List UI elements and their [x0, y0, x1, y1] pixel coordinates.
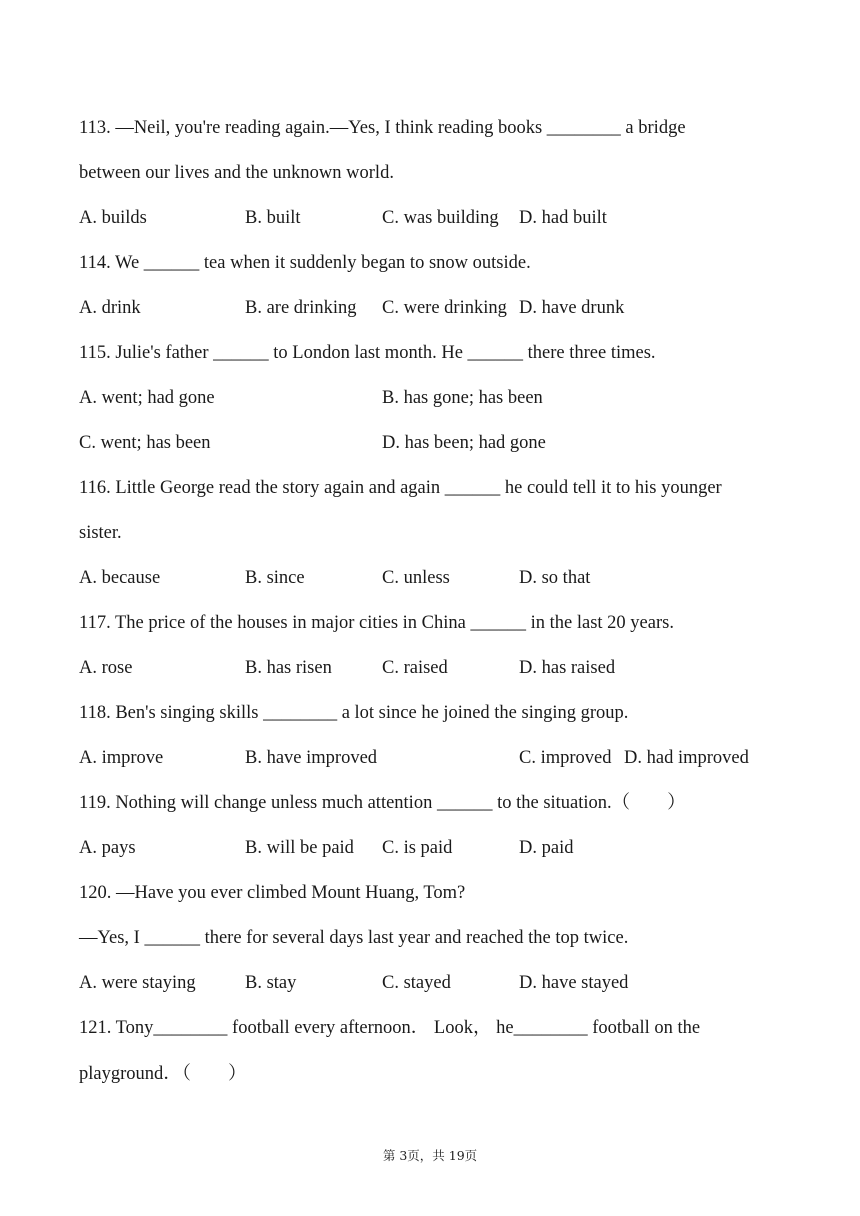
option-a: A. because — [79, 568, 161, 588]
option-c: C. unless — [382, 568, 450, 588]
question-119-stem: 119. Nothing will change unless much attention ______ to the situation.（ ） — [79, 793, 686, 813]
option-c: C. raised — [382, 658, 448, 678]
option-a: A. pays — [79, 838, 136, 858]
question-114-stem: 114. We ______ tea when it suddenly began to snow outside. — [79, 253, 531, 273]
option-b: B. has risen — [245, 658, 332, 678]
option-c: C. stayed — [382, 973, 451, 993]
option-d: D. had built — [519, 208, 607, 228]
question-121-stem-line-1: 121. Tony________ football every afternoon． Look， he________ football on the — [79, 1018, 701, 1038]
question-116-stem-line-2: sister. — [79, 523, 122, 543]
question-113-stem-line-1: 113. —Neil, you're reading again.—Yes, I think reading books ________ a bridge — [79, 118, 686, 138]
option-d: D. have drunk — [519, 298, 625, 318]
option-d: D. has raised — [519, 658, 616, 678]
option-b: B. have improved — [245, 748, 378, 768]
option-d: D. paid — [519, 838, 574, 858]
option-a: A. were staying — [79, 973, 196, 993]
option-c: C. was building — [382, 208, 499, 228]
option-b: B. are drinking — [245, 298, 357, 318]
option-a: A. improve — [79, 748, 164, 768]
option-c: C. is paid — [382, 838, 453, 858]
option-a: A. rose — [79, 658, 133, 678]
option-b: B. since — [245, 568, 305, 588]
option-c: C. improved — [519, 748, 612, 768]
question-115-stem: 115. Julie's father ______ to London last month. He ______ there three times. — [79, 343, 656, 363]
option-b: B. will be paid — [245, 838, 354, 858]
option-c: C. were drinking — [382, 298, 507, 318]
option-a: A. went; had gone — [79, 388, 215, 408]
option-c: C. went; has been — [79, 433, 211, 453]
question-117-stem: 117. The price of the houses in major cities in China ______ in the last 20 years. — [79, 613, 674, 633]
option-b: B. built — [245, 208, 301, 228]
option-b: B. stay — [245, 973, 297, 993]
option-a: A. builds — [79, 208, 147, 228]
option-a: A. drink — [79, 298, 141, 318]
page-number-footer: 第 3页，共 19页 — [382, 1148, 478, 1163]
option-d: D. have stayed — [519, 973, 629, 993]
option-d: D. so that — [519, 568, 591, 588]
question-118-stem: 118. Ben's singing skills ________ a lot since he joined the singing group. — [79, 703, 629, 723]
question-120-stem-line-2: —Yes, I ______ there for several days last year and reached the top twice. — [79, 928, 629, 948]
option-b: B. has gone; has been — [382, 388, 543, 408]
option-d: D. has been; had gone — [382, 433, 546, 453]
question-113-stem-line-2: between our lives and the unknown world. — [79, 163, 394, 183]
question-120-stem-line-1: 120. —Have you ever climbed Mount Huang, Tom? — [79, 883, 466, 903]
question-116-stem-line-1: 116. Little George read the story again and again ______ he could tell it to his younger — [79, 478, 722, 498]
question-121-stem-line-2: playground．（ ） — [79, 1064, 247, 1084]
option-d: D. had improved — [624, 748, 749, 768]
